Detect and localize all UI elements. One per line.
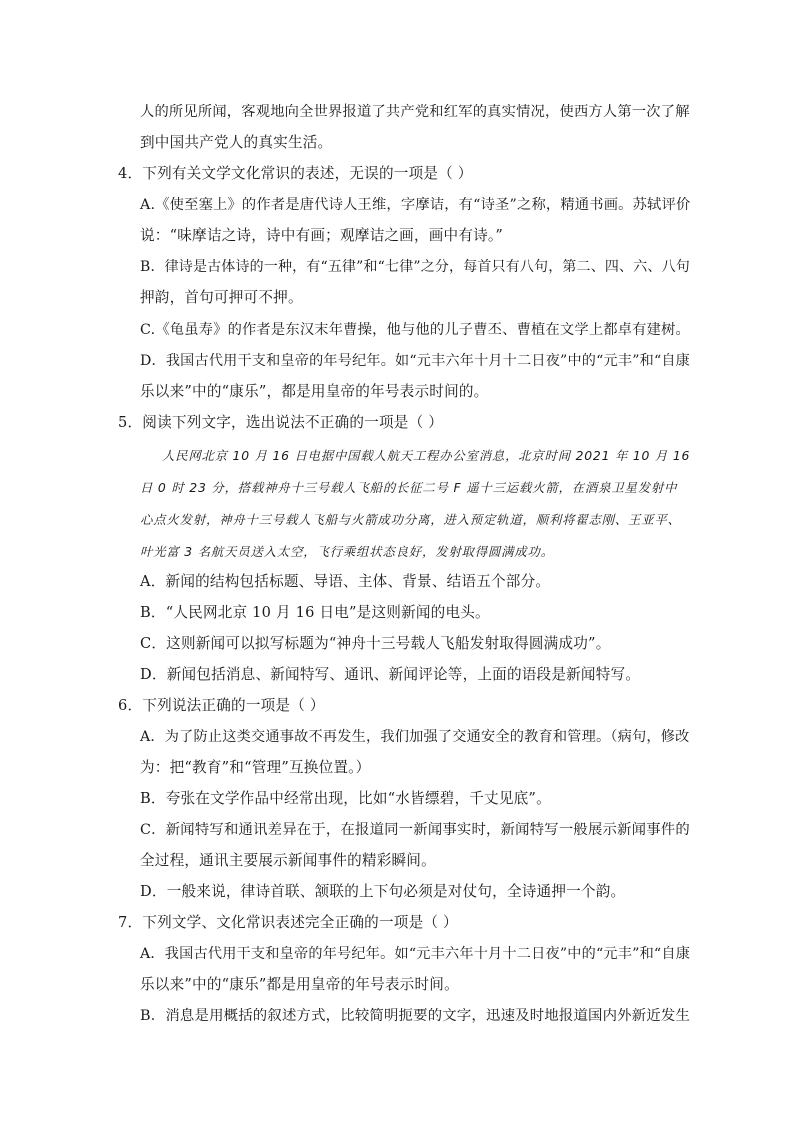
question-6-stem: 6．下列说法正确的一项是（ ）	[118, 697, 325, 714]
intro-line-1: 人的所见所闻，客观地向全世界报道了共产党和红军的真实情况，使西方人第一次了解	[140, 104, 690, 120]
q4-option-b-line-2: 押韵，首句可押可不押。	[140, 289, 303, 306]
q7-option-a-line-1: A．我国古代用干支和皇帝的年号纪年。如“元丰六年十月十二日夜”中的“元丰”和“自康	[140, 946, 691, 962]
question-7-stem: 7．下列文学、文化常识表述完全正确的一项是（ ）	[118, 914, 458, 931]
q5-option-c: C．这则新闻可以拟写标题为“神舟十三号载人飞船发射取得圆满成功”。	[140, 635, 611, 652]
q6-option-d: D．一般来说，律诗首联、颔联的上下句必须是对仗句，全诗通押一个韵。	[140, 883, 626, 900]
q4-option-d-line-1: D．我国古代用干支和皇帝的年号纪年。如“元丰六年十月十二日夜”中的“元丰”和“自康	[140, 353, 691, 369]
q6-option-c-line-2: 全过程，通讯主要展示新闻事件的精彩瞬间。	[140, 852, 436, 869]
q7-option-a-line-2: 乐以来”中的“康乐”都是用皇帝的年号表示时间。	[140, 976, 459, 993]
question-4-stem: 4．下列有关文学文化常识的表述，无误的一项是（ ）	[118, 165, 473, 182]
q5-passage-line-2: 日 0 时 23 分，搭载神舟十三号载人飞船的长征二号 F 遥十三运载火箭，在酒泉卫星发射中	[140, 480, 678, 495]
q4-option-c-line-1: C.《龟虽寿》的作者是东汉末年曹操，他与他的儿子曹丕、曹植在文学上都卓有建树。	[140, 322, 690, 338]
q7-option-b-line-1: B．消息是用概括的叙述方式，比较简明扼要的文字，迅速及时地报道国内外新近发生	[140, 1008, 691, 1024]
q6-option-a-line-2: 为：把“教育”和“管理”互换位置。）	[140, 759, 371, 776]
q6-option-b: B．夸张在文学作品中经常出现，比如“水皆缥碧，千丈见底”。	[140, 790, 551, 807]
q6-option-c-line-1: C．新闻特写和通讯差异在于，在报道同一新闻事实时，新闻特写一般展示新闻事件的	[140, 822, 690, 838]
q4-option-a-line-2: 说：“味摩诘之诗，诗中有画；观摩诘之画，画中有诗。”	[140, 227, 504, 244]
intro-line-2: 到中国共产党人的真实生活。	[140, 134, 333, 151]
q5-passage-line-3: 心点火发射，神舟十三号载人飞船与火箭成功分离，进入预定轨道，顺利将翟志刚、王亚平、	[140, 512, 681, 527]
q5-passage-line-4: 叶光富 3 名航天员送入太空，飞行乘组状态良好，发射取得圆满成功。	[140, 544, 554, 559]
q4-option-d-line-2: 乐以来”中的“康乐”，都是用皇帝的年号表示时间的。	[140, 383, 489, 400]
q4-option-b-line-1: B．律诗是古体诗的一种，有“五律”和“七律”之分，每首只有八句，第二、四、六、八句	[140, 259, 690, 275]
q5-option-b: B．“人民网北京 10 月 16 日电”是这则新闻的电头。	[140, 604, 490, 621]
question-5-stem: 5．阅读下列文字，选出说法不正确的一项是（ ）	[118, 414, 443, 431]
q5-option-d: D．新闻包括消息、新闻特写、通讯、新闻评论等，上面的语段是新闻特写。	[140, 666, 641, 683]
q4-option-a-line-1: A.《使至塞上》的作者是唐代诗人王维，字摩诘，有“诗圣”之称，精通书画。苏轼评价	[140, 197, 691, 213]
q5-option-a: A．新闻的结构包括标题、导语、主体、背景、结语五个部分。	[140, 573, 551, 590]
q5-passage-line-1: 人民网北京 10 月 16 日电据中国载人航天工程办公室消息，北京时间 2021 年 10 月 16	[162, 449, 691, 463]
q6-option-a-line-1: A．为了防止这类交通事故不再发生，我们加强了交通安全的教育和管理。（病句，修改	[140, 729, 690, 745]
